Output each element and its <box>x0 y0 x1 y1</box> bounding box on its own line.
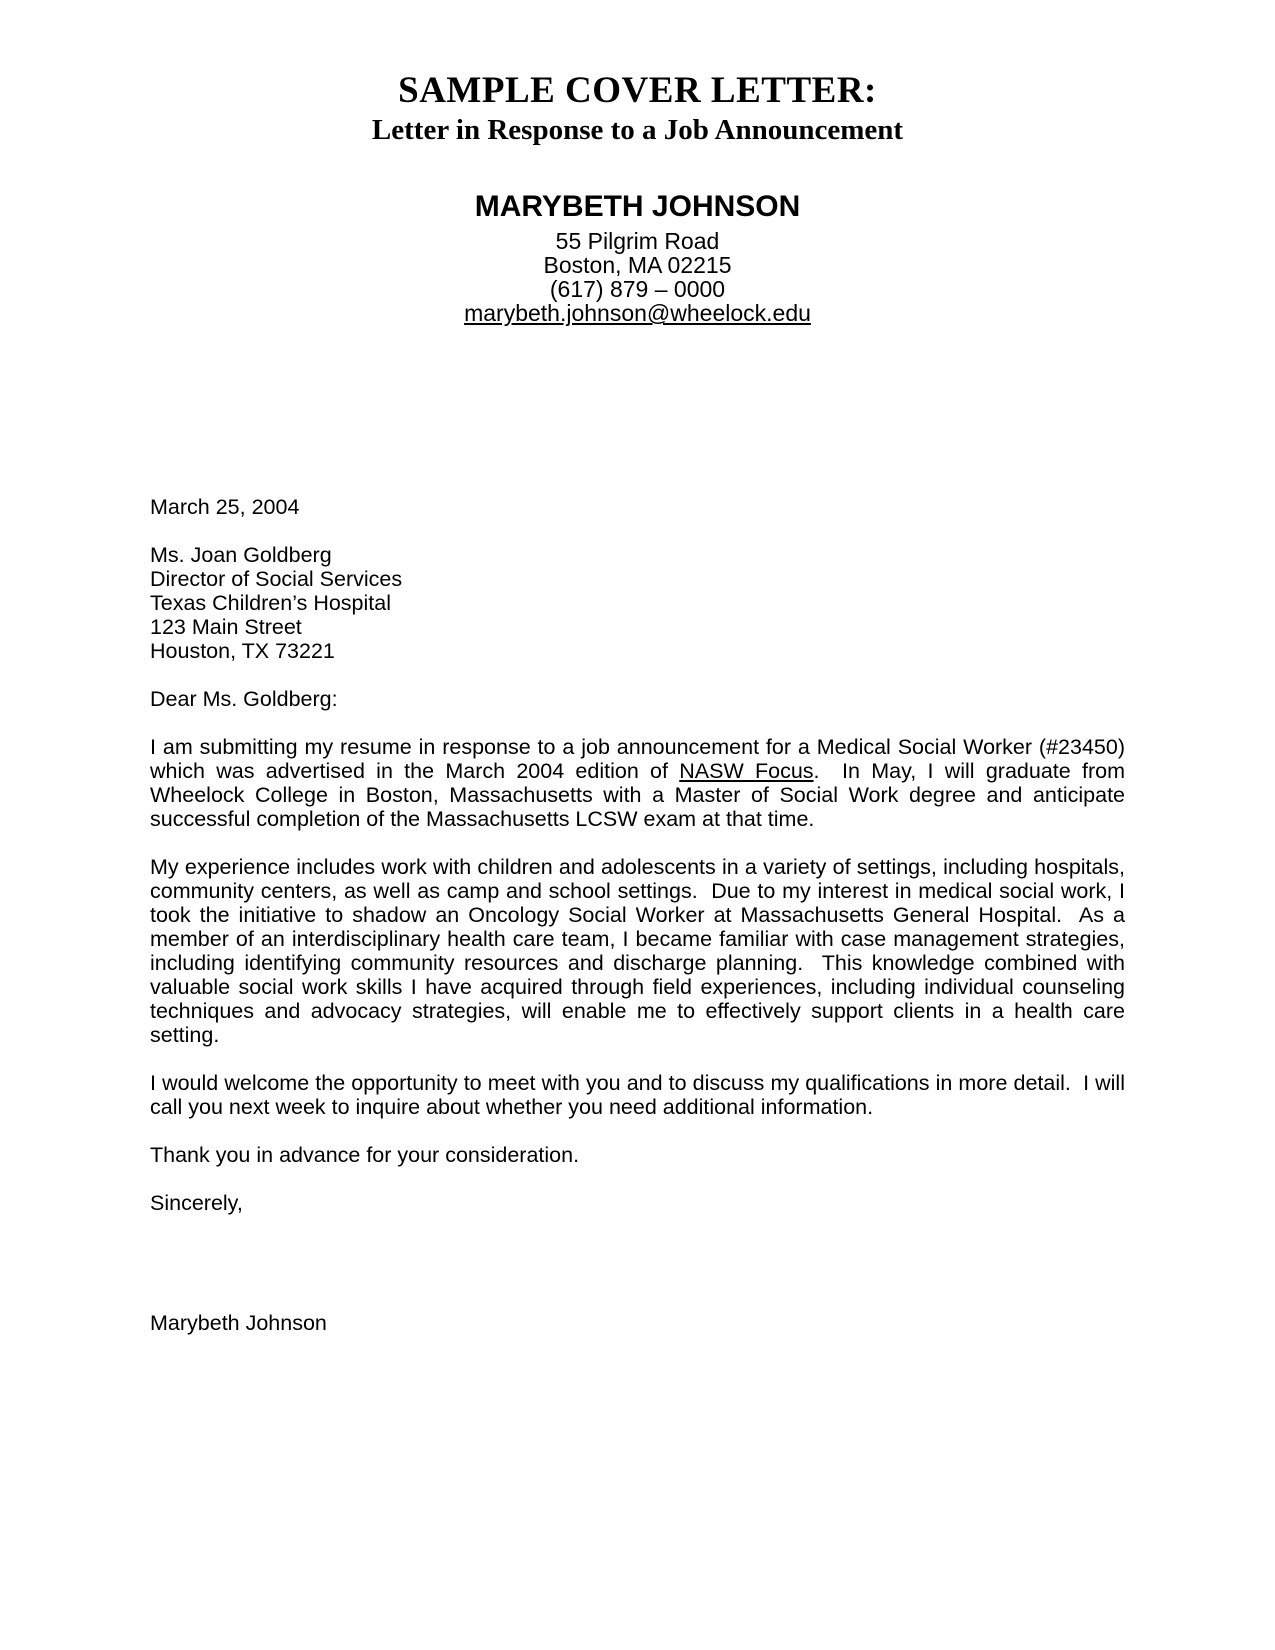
recipient-city-state-zip: Houston, TX 73221 <box>150 639 335 664</box>
sender-email: marybeth.johnson@wheelock.edu <box>464 300 811 327</box>
letter-date: March 25, 2004 <box>150 495 300 520</box>
paragraph-3: I would welcome the opportunity to meet with you and to discuss my qualifications in more detail. I will call you next week to inquire about whether you need additional information. <box>150 1071 1131 1120</box>
sender-street: 55 Pilgrim Road <box>555 228 720 255</box>
sender-name: MARYBETH JOHNSON <box>474 190 801 224</box>
sender-city-state-zip: Boston, MA 02215 <box>543 252 732 279</box>
paragraph-1-text-before: I am submitting my resume in response to a job announcement for a Medical Social Worker (#23450) which was advertised in the March 2004 edition of <box>150 735 1131 784</box>
recipient-name: Ms. Joan Goldberg <box>150 543 332 568</box>
recipient-street: 123 Main Street <box>150 615 302 640</box>
paragraph-1-text-after: . In May, I will graduate from Wheelock College in Boston, Massachusetts with a Master of Social Work degree and anticipate successful completion of the Massachusetts LCSW exam at that time. <box>150 759 1131 832</box>
thank-you-line: Thank you in advance for your consideration. <box>150 1143 580 1168</box>
recipient-organization: Texas Children’s Hospital <box>150 591 391 616</box>
signature-name: Marybeth Johnson <box>150 1311 327 1336</box>
publication-name-underlined: NASW Focus <box>679 759 814 784</box>
recipient-address-block <box>150 543 1125 663</box>
recipient-title: Director of Social Services <box>150 567 403 592</box>
document-title: SAMPLE COVER LETTER: <box>398 70 877 111</box>
letter-body <box>150 495 1131 1336</box>
salutation: Dear Ms. Goldberg: <box>150 687 338 712</box>
paragraph-2: My experience includes work with children and adolescents in a variety of settings, including hospitals, community centers, as well as camp and school settings. Due to my interest in medical social work, I took the initiative to shadow an Oncology Social Worker at Massachusetts General Hospital. As a member of an interdisciplinary health care team, I became familiar with case management strategies, including identifying community resources and discharge planning. This knowledge combined with valuable social work skills I have acquired through field experiences, including individual counseling techniques and advocacy strategies, will enable me to effectively support clients in a health care setting. <box>150 855 1131 1048</box>
document-header <box>150 0 1125 147</box>
closing: Sincerely, <box>150 1191 243 1216</box>
paragraph-1 <box>150 735 1131 832</box>
document-subtitle: Letter in Response to a Job Announcement <box>371 113 904 146</box>
sender-contact-block <box>150 189 1125 325</box>
sender-phone: (617) 879 – 0000 <box>549 276 726 303</box>
